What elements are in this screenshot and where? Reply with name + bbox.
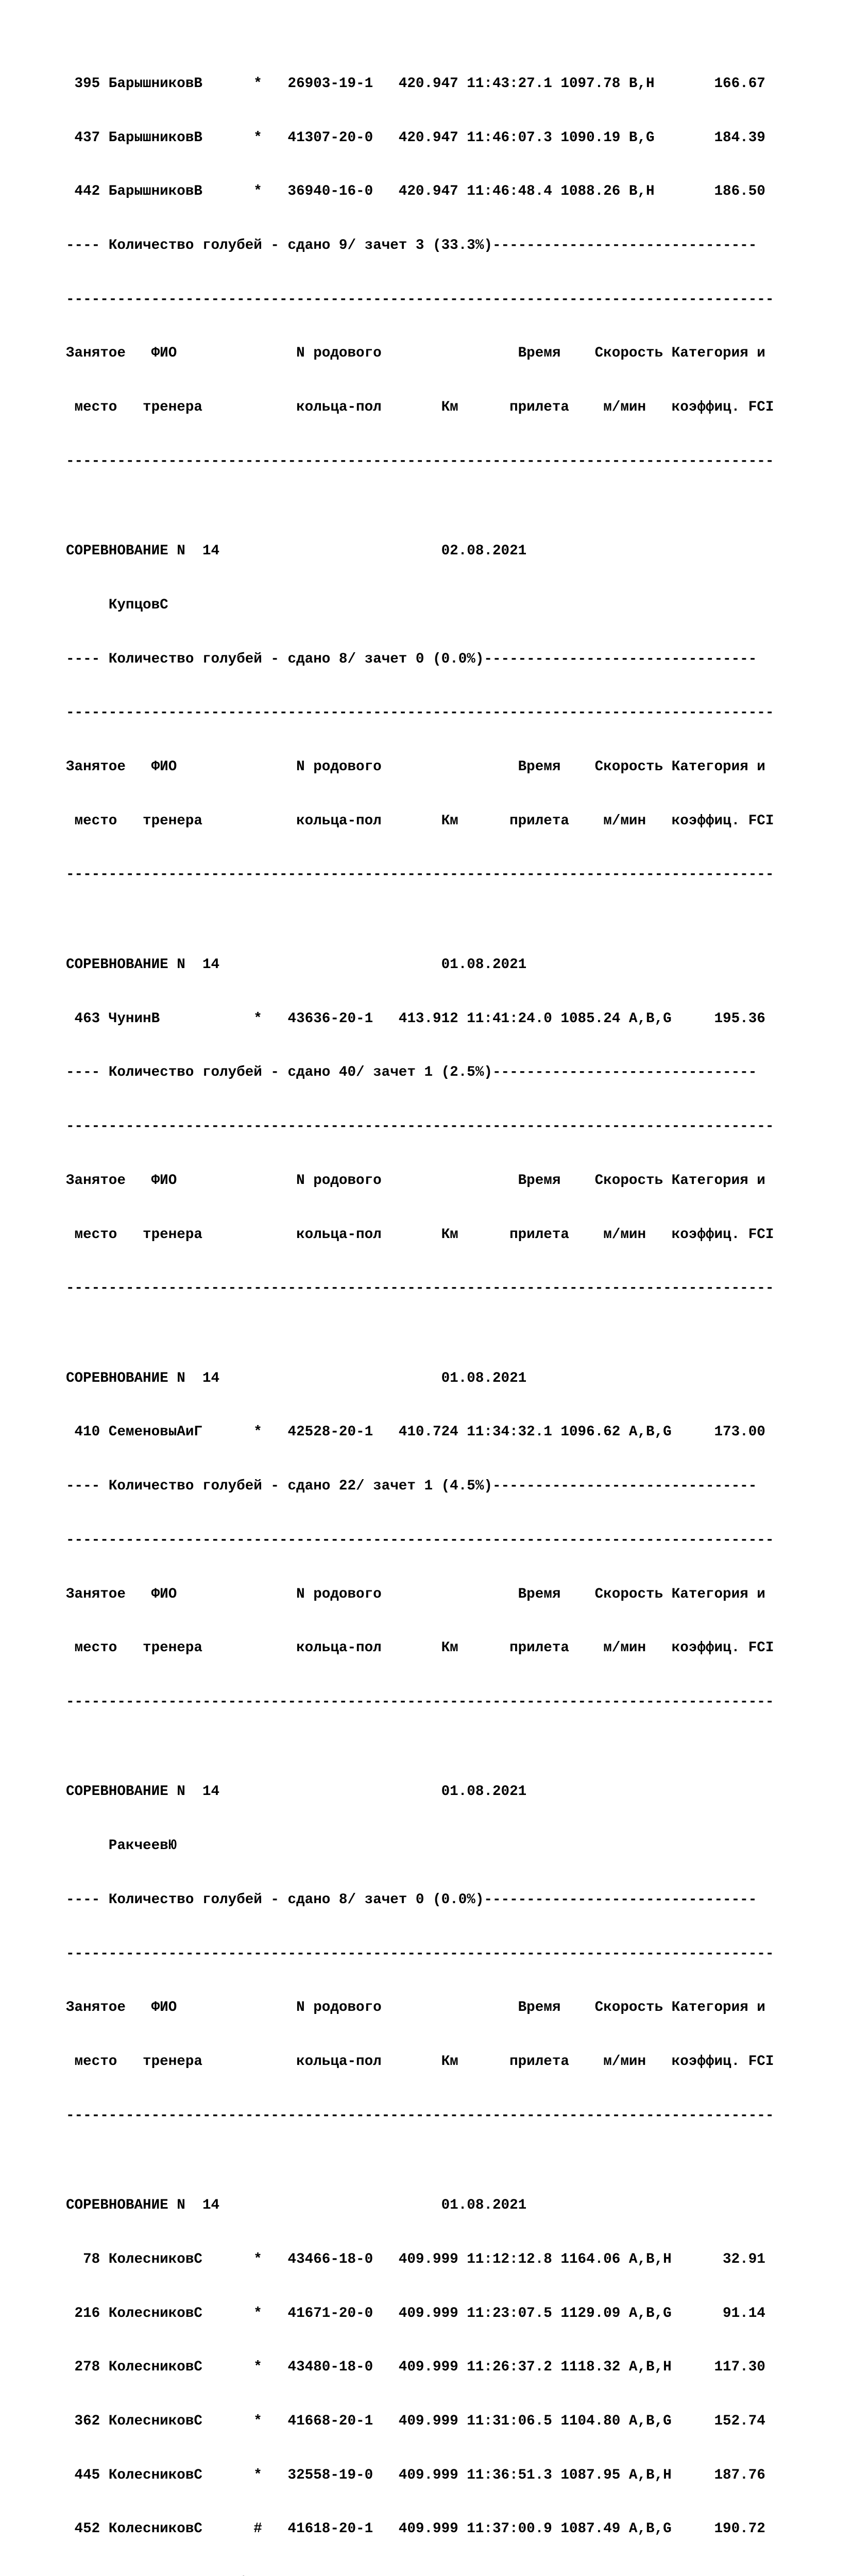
separator: -----------------------------------------------------------------------------------	[66, 705, 774, 721]
column-header-1: Занятое ФИО N родового Время Скорость Категория и	[66, 1172, 765, 1189]
separator: -----------------------------------------------------------------------------------	[66, 1693, 774, 1710]
summary-line: ---- Количество голубей - сдано 8/ зачет 0 (0.0%)--------------------------------	[66, 651, 757, 667]
result-row: 78 КолесниковС * 43466-18-0 409.999 11:12:12.8 1164.06 A,B,H 32.91	[66, 2251, 765, 2267]
results-printout	[66, 39, 844, 2576]
result-row: 463 ЧунинВ * 43636-20-1 413.912 11:41:24.0 1085.24 A,B,G 195.36	[66, 1010, 765, 1027]
column-header-2: место тренера кольца-пол Км прилета м/мин коэффиц. FCI	[66, 399, 774, 416]
competition-title: СОРЕВНОВАНИЕ N 14 01.08.2021	[66, 1370, 527, 1386]
separator: -----------------------------------------------------------------------------------	[66, 291, 774, 308]
column-header-2: место тренера кольца-пол Км прилета м/мин коэффиц. FCI	[66, 812, 774, 829]
column-header-1: Занятое ФИО N родового Время Скорость Категория и	[66, 759, 765, 775]
summary-line: ---- Количество голубей - сдано 8/ зачет 0 (0.0%)--------------------------------	[66, 1891, 757, 1908]
competition-title: СОРЕВНОВАНИЕ N 14 02.08.2021	[66, 543, 527, 560]
column-header-2: место тренера кольца-пол Км прилета м/мин коэффиц. FCI	[66, 1226, 774, 1243]
result-row: 442 БарышниковВ * 36940-16-0 420.947 11:46:48.4 1088.26 B,H 186.50	[66, 183, 765, 200]
column-header-1: Занятое ФИО N родового Время Скорость Категория и	[66, 1999, 765, 2016]
fancier-name: КупцовС	[66, 597, 168, 613]
result-row: 362 КолесниковС * 41668-20-1 409.999 11:31:06.5 1104.80 A,B,G 152.74	[66, 2413, 765, 2429]
result-row: 395 БарышниковВ * 26903-19-1 420.947 11:43:27.1 1097.78 B,H 166.67	[66, 75, 765, 92]
column-header-1: Занятое ФИО N родового Время Скорость Категория и	[66, 345, 765, 362]
separator: -----------------------------------------------------------------------------------	[66, 453, 774, 469]
fancier-name: РакчеевЮ	[66, 1838, 177, 1854]
competition-title: СОРЕВНОВАНИЕ N 14 01.08.2021	[66, 2197, 527, 2214]
separator: -----------------------------------------------------------------------------------	[66, 867, 774, 883]
separator: -----------------------------------------------------------------------------------	[66, 1280, 774, 1297]
competition-title: СОРЕВНОВАНИЕ N 14 01.08.2021	[66, 1784, 527, 1800]
result-row: 437 БарышниковВ * 41307-20-0 420.947 11:46:07.3 1090.19 B,G 184.39	[66, 129, 765, 146]
result-row: 410 СеменовыАиГ * 42528-20-1 410.724 11:34:32.1 1096.62 A,B,G 173.00	[66, 1424, 765, 1440]
separator: -----------------------------------------------------------------------------------	[66, 1118, 774, 1135]
separator: -----------------------------------------------------------------------------------	[66, 1532, 774, 1548]
result-row: 452 КолесниковС # 41618-20-1 409.999 11:37:00.9 1087.49 A,B,G 190.72	[66, 2521, 765, 2537]
separator: -----------------------------------------------------------------------------------	[66, 2107, 774, 2124]
result-row: 216 КолесниковС * 41671-20-0 409.999 11:23:07.5 1129.09 A,B,G 91.14	[66, 2305, 765, 2321]
column-header-2: место тренера кольца-пол Км прилета м/мин коэффиц. FCI	[66, 1640, 774, 1656]
summary-line: ---- Количество голубей - сдано 22/ зачет 1 (4.5%)-------------------------------	[66, 1478, 757, 1495]
competition-title: СОРЕВНОВАНИЕ N 14 01.08.2021	[66, 956, 527, 973]
summary-line: ---- Количество голубей - сдано 40/ зачет 1 (2.5%)-------------------------------	[66, 1064, 757, 1081]
separator: -----------------------------------------------------------------------------------	[66, 1945, 774, 1962]
result-row: 278 КолесниковС * 43480-18-0 409.999 11:26:37.2 1118.32 A,B,H 117.30	[66, 2359, 765, 2376]
column-header-2: место тренера кольца-пол Км прилета м/мин коэффиц. FCI	[66, 2053, 774, 2070]
result-row: 445 КолесниковС * 32558-19-0 409.999 11:36:51.3 1087.95 A,B,H 187.76	[66, 2467, 765, 2483]
column-header-1: Занятое ФИО N родового Время Скорость Категория и	[66, 1586, 765, 1602]
summary-line: ---- Количество голубей - сдано 9/ зачет 3 (33.3%)-------------------------------	[66, 237, 757, 253]
